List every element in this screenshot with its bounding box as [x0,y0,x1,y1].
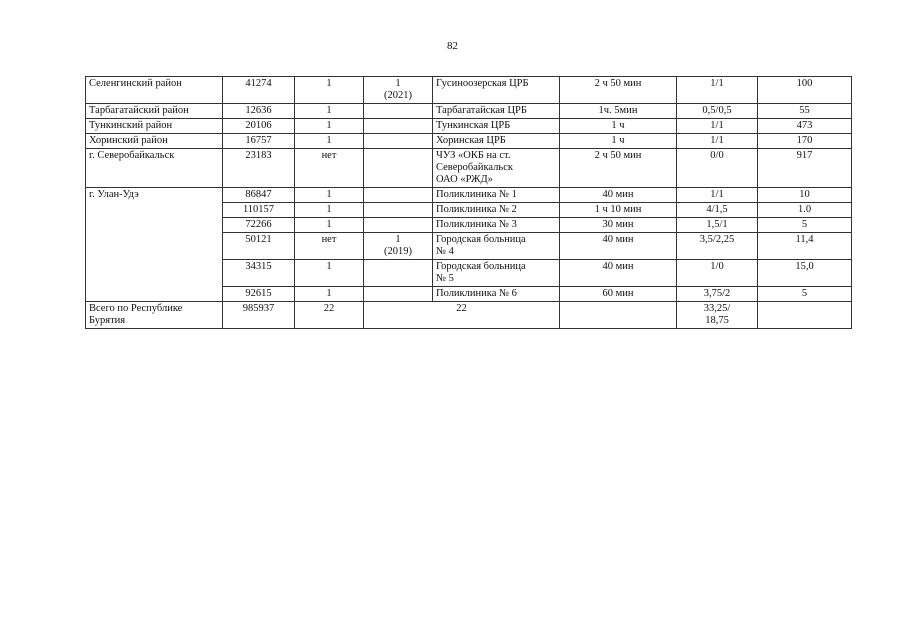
table-row [86,77,852,104]
ratio-cell: 1/1 [677,188,758,203]
total-time-cell [560,302,677,329]
ratio-cell [677,119,758,134]
facility-cell-line: ЧУЗ «ОКБ на ст. [436,150,511,161]
ratio-cell: 1/0 [677,260,758,287]
count-cell: 1 [295,77,364,104]
table-body [86,77,852,329]
facility-cell-line: Городская больница [436,261,526,272]
total-label-cell-line: Бурятия [89,315,126,326]
total-ratio-cell-line: 33,25/ [703,303,731,314]
total-row [86,302,852,329]
time-cell: 30 мин [560,218,677,233]
value-cell: 1.0 [758,203,852,218]
facility-cell [433,77,560,104]
count-cell: нет [295,233,364,260]
time-cell: 40 мин [560,260,677,287]
ratio-cell: 3,75/2 [677,287,758,302]
ratio-cell: 4/1,5 [677,203,758,218]
planned-cell-line: 1 [395,78,401,89]
total-count-cell: 22 [295,302,364,329]
facility-cell-line: Тарбагатайская ЦРБ [436,105,527,116]
planned-cell-line: 1 [395,234,401,245]
facility-cell-line: Северобайкальск [436,162,513,173]
population-cell: 92615 [223,287,295,302]
population-cell: 72266 [223,218,295,233]
planned-cell-line: (2019) [384,246,412,257]
time-cell: 2 ч 50 мин [560,149,677,188]
district-cell [86,104,223,119]
time-cell: 40 мин [560,233,677,260]
value-cell: 10 [758,188,852,203]
population-cell: 41274 [223,77,295,104]
count-cell: 1 [295,287,364,302]
count-cell: нет [295,149,364,188]
planned-cell [364,104,433,119]
value-cell: 15,0 [758,260,852,287]
facility-cell [433,119,560,134]
time-cell: 60 мин [560,287,677,302]
page-number: 82 [447,40,458,52]
district-cell: г. Улан-Удэ [86,188,223,302]
planned-cell [364,119,433,134]
population-cell: 12636 [223,104,295,119]
facility-cell [433,149,560,188]
value-cell: 11,4 [758,233,852,260]
district-cell-line: г. Северобайкальск [89,150,175,161]
population-cell: 86847 [223,188,295,203]
district-cell-line: Хоринский район [89,135,168,146]
district-cell [86,119,223,134]
table-row [86,119,852,134]
facility-cell [433,233,560,260]
ratio-cell-line: 1/1 [710,135,724,146]
ratio-cell-line: 1/1 [710,78,724,89]
value-cell: 100 [758,77,852,104]
facility-cell [433,287,560,302]
value-cell: 170 [758,134,852,149]
ratio-cell-line: 1/1 [710,120,724,131]
facility-cell-line: Поликлиника № 6 [436,288,517,299]
ratio-cell [677,104,758,119]
district-cell [86,134,223,149]
facility-cell-line: № 5 [436,273,454,284]
total-ratio-cell [677,302,758,329]
value-cell: 5 [758,287,852,302]
count-cell: 1 [295,218,364,233]
table-row [86,188,852,203]
district-cell [86,149,223,188]
district-cell-line: Селенгинский район [89,78,182,89]
facility-cell [433,203,560,218]
population-cell: 16757 [223,134,295,149]
planned-cell [364,287,433,302]
facility-cell-line: ОАО «РЖД» [436,174,493,185]
ratio-cell-line: 0,5/0,5 [702,105,732,116]
ratio-cell: 3,5/2,25 [677,233,758,260]
ratio-cell [677,77,758,104]
table-row [86,149,852,188]
value-cell: 55 [758,104,852,119]
value-cell: 473 [758,119,852,134]
time-cell: 40 мин [560,188,677,203]
facility-cell-line: Поликлиника № 3 [436,219,517,230]
ratio-cell-line: 0/0 [710,150,724,161]
hospital-table [85,76,852,329]
planned-cell [364,260,433,287]
count-cell: 1 [295,119,364,134]
count-cell: 1 [295,104,364,119]
population-cell: 23183 [223,149,295,188]
population-cell: 34315 [223,260,295,287]
facility-cell [433,260,560,287]
planned-cell [364,77,433,104]
planned-cell [364,188,433,203]
table-row [86,104,852,119]
facility-cell [433,188,560,203]
facility-cell [433,218,560,233]
ratio-cell [677,149,758,188]
planned-cell-line: (2021) [384,90,412,101]
count-cell: 1 [295,188,364,203]
district-cell [86,77,223,104]
facility-cell-line: Хоринская ЦРБ [436,135,506,146]
district-cell-line: Тарбагатайский район [89,105,189,116]
facility-cell [433,104,560,119]
planned-cell [364,233,433,260]
count-cell: 1 [295,260,364,287]
time-cell: 1ч. 5мин [560,104,677,119]
value-cell: 5 [758,218,852,233]
time-cell: 1 ч [560,119,677,134]
total-label-cell [86,302,223,329]
population-cell: 50121 [223,233,295,260]
total-value-cell [758,302,852,329]
population-cell: 110157 [223,203,295,218]
planned-cell [364,134,433,149]
time-cell: 1 ч 10 мин [560,203,677,218]
facility-cell [433,134,560,149]
facility-cell-line: Гусиноозерская ЦРБ [436,78,529,89]
facility-cell-line: Поликлиника № 2 [436,204,517,215]
total-label-cell-line: Всего по Республике [89,303,183,314]
time-cell: 1 ч [560,134,677,149]
planned-cell [364,149,433,188]
population-cell: 20106 [223,119,295,134]
ratio-cell: 1,5/1 [677,218,758,233]
planned-cell [364,218,433,233]
count-cell: 1 [295,134,364,149]
table-row [86,134,852,149]
facility-cell-line: Городская больница [436,234,526,245]
time-cell: 2 ч 50 мин [560,77,677,104]
total-facilities-cell: 22 [364,302,560,329]
facility-cell-line: № 4 [436,246,454,257]
facility-cell-line: Поликлиника № 1 [436,189,517,200]
facility-cell-line: Тункинская ЦРБ [436,120,511,131]
ratio-cell [677,134,758,149]
count-cell: 1 [295,203,364,218]
total-population-cell: 985937 [223,302,295,329]
district-cell-line: Тункинский район [89,120,173,131]
total-ratio-cell-line: 18,75 [705,315,729,326]
planned-cell [364,203,433,218]
value-cell: 917 [758,149,852,188]
